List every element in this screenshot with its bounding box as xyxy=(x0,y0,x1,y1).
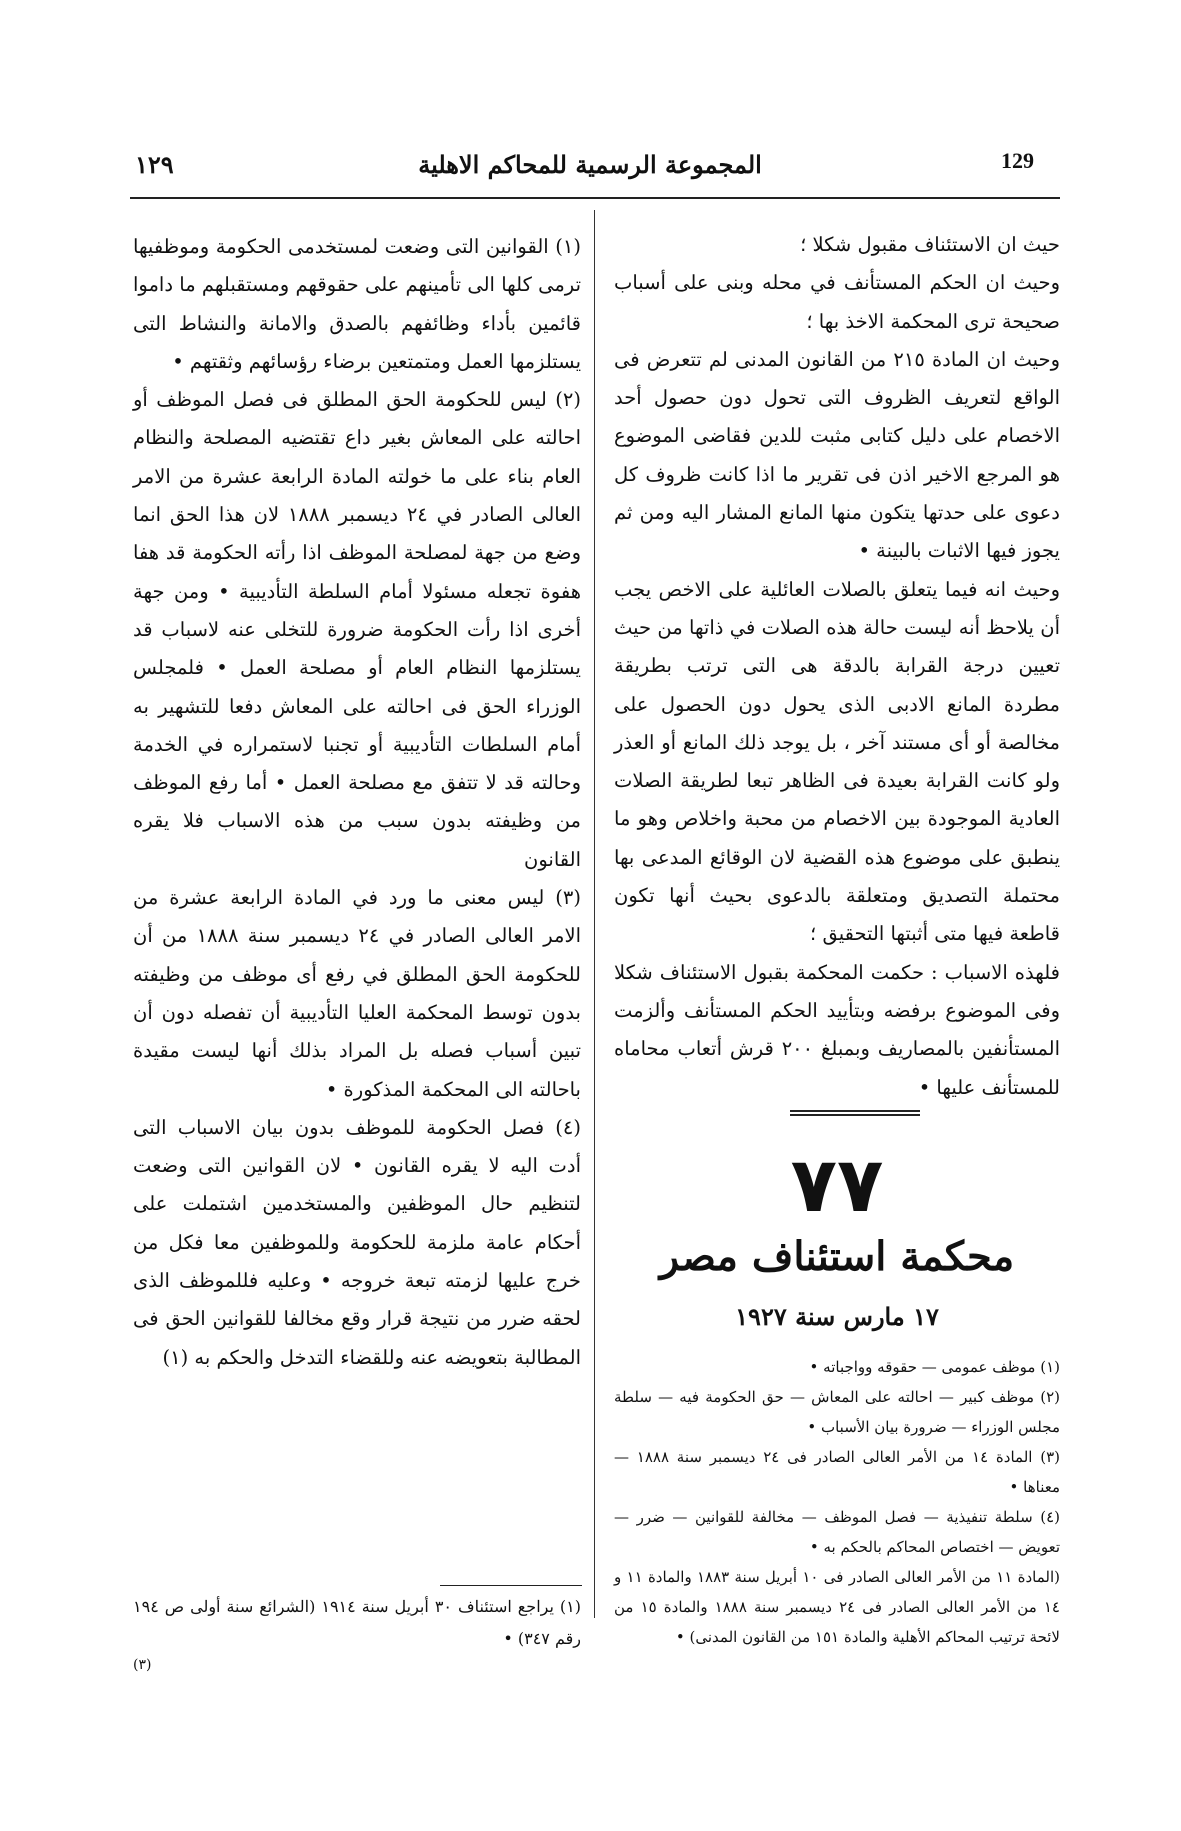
paragraph: وحيث انه فيما يتعلق بالصلات العائلية على الاخص يجب أن يلاحظ أنه ليست حالة هذه الصلات في ذاتها من حيث تعيين درجة القرابة بالدقة هى التى ترتب بطريقة مطردة المانع الادبى الذى يحول دون الحصول على مخالصة أو أى مستند آخر ، بل يوجد ذلك المانع أو العذر ولو كانت القرابة بعيدة فى الظاهر تبعا لطريقة الصلات العادية الموجودة بين الاخصام من محبة واخلاص وهو ما ينطبق على موضوع هذه القضية لان الوقائع المدعى بها محتملة التصديق ومتعلقة بالدعوى بحيث أنها تكون قاطعة فيها متى أثبتها التحقيق ؛ xyxy=(614,577,1060,946)
principle-paragraph: (٣) ليس معنى ما ورد في المادة الرابعة عشرة من الامر العالى الصادر في ٢٤ ديسمبر سنة ١٨٨٨ من أن للحكومة الحق المطلق في رفع أى موظف من وظيفته بدون توسط المحكمة العليا التأديبية أن تفصله دون أن تبين أسباب فصله بل المراد بذلك أنها ليست مقيدة باحالته الى المحكمة المذكورة • xyxy=(133,886,581,1101)
page-number-arabic: ١٢٩ xyxy=(135,150,174,179)
summary-item: (٢) موظف كبير — احالته على المعاش — حق الحكومة فيه — سلطة مجلس الوزراء — ضرورة بيان الأسباب • xyxy=(614,1388,1060,1436)
paragraph: وحيث ان الحكم المستأنف في محله وبنى على أسباب صحيحة ترى المحكمة الاخذ بها ؛ xyxy=(614,271,1060,333)
principle-paragraph: (٤) فصل الحكومة للموظف بدون بيان الاسباب التى أدت اليه لا يقره القانون • لان القوانين التى وضعت لتنظيم حال الموظفين والمستخدمين اشتملت على أحكام عامة ملزمة للحكومة وللموظفين معا فكل من خرج عليها لزمته تبعة خروجه • وعليه فللموظف الذى لحقه ضرر من نتيجة قرار وقع مخالفا للقوانين الحق فى المطالبة بتعويضه عنه وللقضاء التدخل والحكم به (١) xyxy=(133,1115,581,1369)
right-column xyxy=(614,226,1060,1107)
header-rule xyxy=(130,197,1060,199)
paragraph: حيث ان الاستئناف مقبول شكلا ؛ xyxy=(800,233,1060,256)
left-column xyxy=(133,228,581,1377)
footnote-rule xyxy=(440,1585,582,1586)
paragraph: فلهذه الاسباب : حكمت المحكمة بقبول الاستئناف شكلا وفى الموضوع برفضه وبتأييد الحكم المستأنف وألزمت المستأنفين بالمصاريف وبمبلغ ٢٠٠ قرش أتعاب محاماه للمستأنف عليها • xyxy=(614,960,1060,1099)
case-summary xyxy=(614,1352,1060,1652)
case-date: ١٧ مارس سنة ١٩٢٧ xyxy=(735,1302,939,1331)
summary-item: (١) موظف عمومى — حقوقه وواجباته • xyxy=(809,1358,1060,1376)
sheet-mark: (٣) xyxy=(133,1657,152,1673)
page-number-latin: 129 xyxy=(1001,148,1034,173)
journal-title: المجموعة الرسمية للمحاكم الاهلية xyxy=(418,150,762,179)
column-divider xyxy=(594,210,595,1618)
court-name: محكمة استئناف مصر xyxy=(659,1233,1015,1280)
principle-paragraph: (١) القوانين التى وضعت لمستخدمى الحكومة وموظفيها ترمى كلها الى تأمينهم على حقوقهم ومستقبلهم ما داموا قائمين بأداء وظائفهم بالصدق والامانة والنشاط التى يستلزمها العمل ومتمتعين برضاء رؤسائهم وثقتهم • xyxy=(133,235,581,373)
principle-paragraph: (٢) ليس للحكومة الحق المطلق فى فصل الموظف أو احالته على المعاش بغير داع تقتضيه المصلحة والنظام العام بناء على ما خولته المادة الرابعة عشرة من الامر العالى الصادر في ٢٤ ديسمبر ١٨٨٨ لان هذا الحق انما وضع من جهة لمصلحة الموظف اذا رأته الحكومة قد هفا هفوة تجعله مسئولا أمام السلطة التأديبية • ومن جهة أخرى اذا رأت الحكومة ضرورة للتخلى عنه لاسباب قد يستلزمها النظام العام أو مصلحة العمل • فلمجلس الوزراء الحق فى احالته على المعاش دفعا للتشهير به أمام السلطات التأديبية أو تجنبا لاستمراره في الخدمة وحالته قد لا تتفق مع مصلحة العمل • أما رفع الموظف من وظيفته بدون سبب من هذه الاسباب فلا يقره القانون xyxy=(133,388,581,871)
section-separator xyxy=(790,1110,920,1116)
summary-item: (٣) المادة ١٤ من الأمر العالى الصادر فى ٢٤ ديسمبر سنة ١٨٨٨ — معناها • xyxy=(614,1448,1060,1496)
footnote: (١) يراجع استئناف ٣٠ أبريل سنة ١٩١٤ (الشرائع سنة أولى ص ١٩٤ رقم ٣٤٧) • xyxy=(133,1597,582,1648)
paragraph: وحيث ان المادة ٢١٥ من القانون المدنى لم تتعرض فى الواقع لتعريف الظروف التى تحول دون حصول أحد الاخصام على دليل كتابى مثبت للدين فقاضى الموضوع هو المرجع الاخير اذن فى تقرير ما اذا كانت ظروف كل دعوى على حدتها يتكون منها المانع المشار اليه ومن ثم يجوز فيها الاثبات بالبينة • xyxy=(614,347,1061,563)
case-number: ٧٧ xyxy=(790,1140,884,1229)
summary-item: (المادة ١١ من الأمر العالى الصادر فى ١٠ أبريل سنة ١٨٨٣ والمادة ١١ و ١٤ من الأمر العالى الصادر فى ٢٤ ديسمبر سنة ١٨٨٨ والمادة ١٥ من لائحة ترتيب المحاكم الأهلية والمادة ١٥١ من القانون المدنى) • xyxy=(614,1568,1060,1646)
summary-item: (٤) سلطة تنفيذية — فصل الموظف — مخالفة للقوانين — ضرر — تعويض — اختصاص المحاكم بالحكم به • xyxy=(614,1508,1060,1556)
